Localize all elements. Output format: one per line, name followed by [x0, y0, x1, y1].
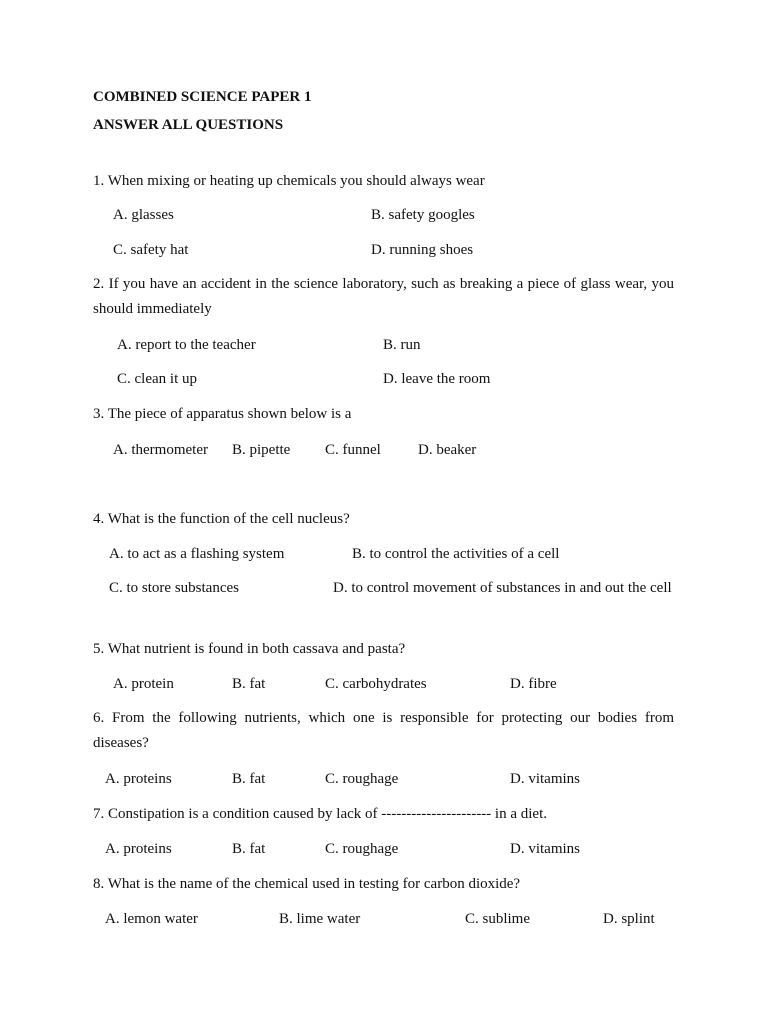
question-6-option-d: D. vitamins	[510, 771, 580, 787]
question-7-option-a: A. proteins	[105, 841, 172, 857]
question-5-option-d: D. fibre	[510, 676, 557, 692]
question-3-option-b: B. pipette	[232, 442, 291, 458]
question-2-option-a: A. report to the teacher	[117, 337, 256, 353]
question-6-option-a: A. proteins	[105, 771, 172, 787]
question-4-options-cd	[93, 576, 674, 601]
question-2-text: 2. If you have an accident in the science laboratory, such as breaking a piece of glass wear, you should immediately	[93, 276, 674, 317]
question-3-option-a: A. thermometer	[113, 442, 208, 458]
question-4-option-c: C. to store substances	[109, 580, 239, 596]
question-2-option-b: B. run	[383, 337, 421, 353]
question-8-option-c: C. sublime	[465, 911, 531, 927]
instruction-heading: ANSWER ALL QUESTIONS	[93, 117, 284, 133]
question-8-option-b: B. lime water	[279, 911, 361, 927]
question-1-option-b: B. safety googles	[371, 207, 475, 223]
question-1-option-d: D. running shoes	[371, 242, 474, 258]
question-4-option-d: D. to control movement of substances in and out the cell	[332, 580, 672, 596]
question-5-option-c: C. carbohydrates	[325, 676, 427, 692]
question-4-option-a: A. to act as a flashing system	[109, 546, 285, 562]
question-5-option-a: A. protein	[113, 676, 174, 692]
question-7-text: 7. Constipation is a condition caused by lack of ---------------------- in a diet.	[93, 806, 547, 822]
question-2-option-d: D. leave the room	[383, 371, 491, 387]
question-1-option-c: C. safety hat	[113, 242, 189, 258]
question-5-option-b: B. fat	[232, 676, 266, 692]
question-7-option-c: C. roughage	[325, 841, 399, 857]
question-3-option-d: D. beaker	[418, 442, 477, 458]
question-3-text: 3. The piece of apparatus shown below is a	[93, 406, 352, 422]
question-6-option-b: B. fat	[232, 771, 266, 787]
question-8-text: 8. What is the name of the chemical used in testing for carbon dioxide?	[93, 876, 521, 892]
question-5-text: 5. What nutrient is found in both cassava and pasta?	[93, 641, 406, 657]
question-4-option-b: B. to control the activities of a cell	[352, 546, 560, 562]
question-1-option-a: A. glasses	[113, 207, 174, 223]
question-8-option-d: D. splint	[603, 911, 655, 927]
question-4-text: 4. What is the function of the cell nucleus?	[93, 511, 350, 527]
question-1-text: 1. When mixing or heating up chemicals you should always wear	[93, 173, 485, 189]
question-2-option-c: C. clean it up	[117, 371, 197, 387]
question-8-option-a: A. lemon water	[105, 911, 198, 927]
page-title: COMBINED SCIENCE PAPER 1	[93, 89, 312, 105]
question-6-option-c: C. roughage	[325, 771, 399, 787]
question-3-option-c: C. funnel	[325, 442, 381, 458]
question-7-option-d: D. vitamins	[510, 841, 580, 857]
question-7-option-b: B. fat	[232, 841, 266, 857]
question-6-text: 6. From the following nutrients, which one is responsible for protecting our bodies from diseases?	[93, 710, 674, 751]
